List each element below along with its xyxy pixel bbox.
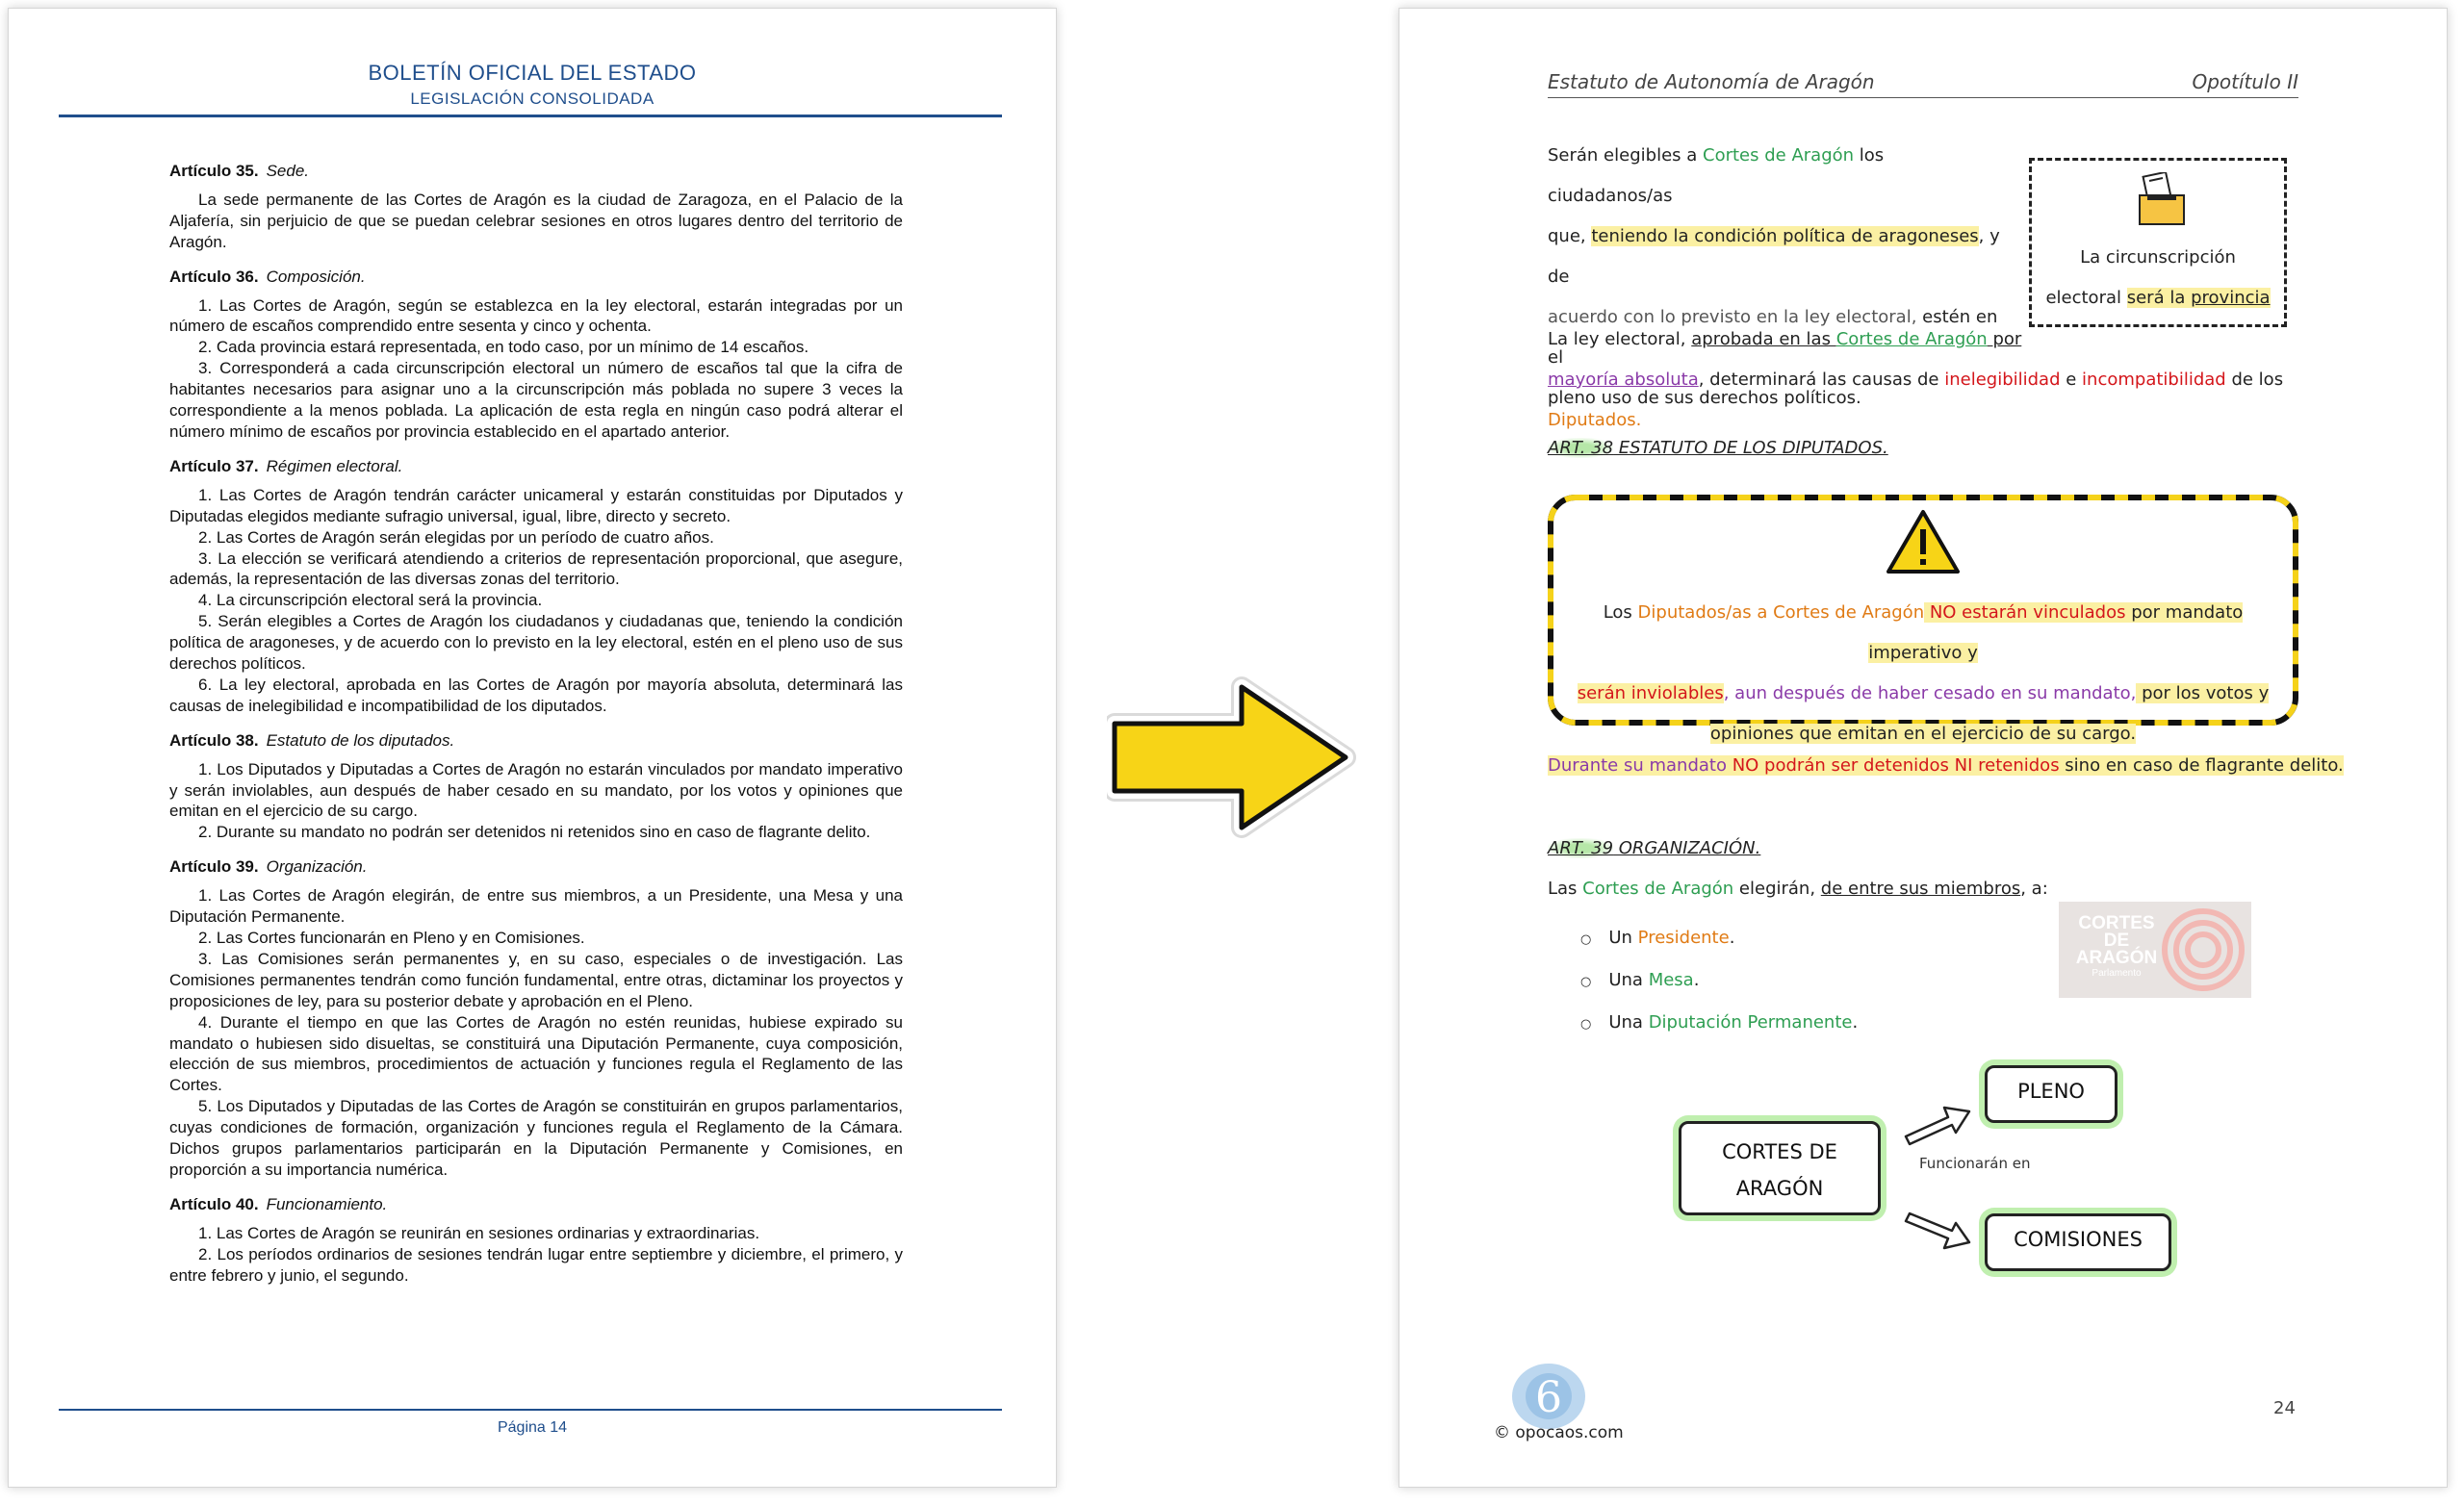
warning-box: Los Diputados/as a Cortes de Aragón NO estarán vinculados por mandato imperativo y serán inviolables, aun después de haber cesado en su mandato, por los votos y opiniones que emitan en el ejercicio de su cargo. — [1548, 495, 2298, 726]
article-title: Composición. — [266, 267, 366, 286]
boe-subtitle: LEGISLACIÓN CONSOLIDADA — [410, 89, 654, 108]
notes-header-chapter: Opotítulo II — [2192, 70, 2298, 93]
boe-page-number: Página 14 — [497, 1419, 568, 1436]
boe-article — [169, 456, 903, 717]
art38-heading: ART. 38 ESTATUTO DE LOS DIPUTADOS. — [1548, 438, 1888, 458]
boe-title: BOLETÍN OFICIAL DEL ESTADO — [368, 61, 697, 85]
article-paragraph: 4. Durante el tiempo en que las Cortes de Aragón no estén reunidas, hubiese expirado su mandato o hubiesen sido disueltas, se constituirá una Diputación Permanente, cuya composición, elección de sus miembros, procedimientos de actuación y funciones regula el Reglamento de las Cortes. — [169, 1012, 903, 1095]
boe-page — [8, 8, 1057, 1488]
article-paragraph: 6. La ley electoral, aprobada en las Cortes de Aragón por mayoría absoluta, determinará las causas de inelegibilidad e incompatibilidad de los diputados. — [169, 675, 903, 715]
article-number: Artículo 38. — [169, 730, 259, 750]
article-paragraph: 2. Las Cortes de Aragón serán elegidas por un período de cuatro años. — [198, 527, 714, 547]
arrow-up-icon — [1906, 1108, 1969, 1144]
list-item: ○ Una Diputación Permanente. — [1580, 1012, 1859, 1033]
boe-article — [169, 267, 903, 443]
cortes-logo: CORTES DE ARAGÓN Parlamento — [2059, 902, 2251, 998]
organs-list — [1580, 918, 1858, 1045]
article-title: Sede. — [266, 162, 310, 180]
circumscription-note-box — [2029, 158, 2287, 327]
article-number: Artículo 36. — [169, 267, 259, 286]
boe-articles — [169, 161, 903, 1300]
diagram-node-pleno: PLENO — [1985, 1065, 2118, 1123]
article-paragraph: 2. Cada provincia estará representada, en todo caso, por un mínimo de 14 escaños. — [198, 338, 809, 357]
article-title: Estatuto de los diputados. — [266, 730, 455, 750]
article-paragraph: 1. Las Cortes de Aragón se reunirán en sesiones ordinarias y extraordinarias. — [198, 1223, 760, 1242]
article-paragraph: 3. Las Comisiones serán permanentes y, en su caso, especiales o de investigación. Las Comisiones permanentes tendrán como función fundamental, entre otras, dictaminar los proyectos y proposiciones de ley, para su posterior debate y aprobación en el Pleno. — [169, 949, 903, 1010]
article-paragraph: 2. Los períodos ordinarios de sesiones tendrán lugar entre septiembre y diciembre, el primero, y entre febrero y junio, el segundo. — [169, 1244, 903, 1285]
notes-header — [1548, 70, 2298, 93]
article-heading — [169, 730, 903, 752]
electoral-law-paragraph: La ley electoral, aprobada en las Cortes de Aragón por mayoría absoluta, determinará las causas de inelegibilidad e incompatibilidad de los Diputados. — [1548, 329, 2284, 430]
article-number: Artículo 35. — [169, 162, 259, 180]
article-number: Artículo 37. — [169, 456, 259, 475]
boe-article — [169, 1194, 903, 1287]
article-paragraph: La sede permanente de las Cortes de Aragón es la ciudad de Zaragoza, en el Palacio de la Aljafería, sin perjuicio de que se puedan celebrar sesiones en otros lugares dentro del territorio de Aragón. — [169, 190, 903, 251]
article-paragraph: 4. La circunscripción electoral será la provincia. — [198, 591, 543, 610]
notes-page-number: 24 — [2273, 1398, 2296, 1418]
article-heading — [169, 267, 903, 288]
article-heading — [169, 1194, 903, 1215]
diagram-edge-label: Funcionarán en — [1919, 1155, 2031, 1172]
organization-paragraph: Las Cortes de Aragón elegirán, de entre sus miembros, a: — [1548, 879, 2048, 899]
diagram-node-comisiones: COMISIONES — [1985, 1213, 2171, 1271]
article-paragraph: 3. La elección se verificará atendiendo a criterios de representación proporcional, que asegure, además, la representación de las diversas zonas del territorio. — [169, 548, 903, 589]
article-number: Artículo 40. — [169, 1194, 259, 1213]
study-notes-page — [1399, 8, 2448, 1488]
article-title: Organización. — [266, 857, 368, 877]
logo-rings-icon — [2155, 904, 2251, 996]
arrow-down-icon — [1906, 1213, 1969, 1248]
diagram-root-node: CORTES DE ARAGÓN — [1679, 1121, 1881, 1215]
box-line-2: electoral será la provincia — [2045, 288, 2271, 308]
notes-header-rule — [1548, 97, 2298, 98]
article-number: Artículo 39. — [169, 857, 259, 877]
boe-article — [169, 161, 903, 253]
article-paragraph: 5. Serán elegibles a Cortes de Aragón los ciudadanos y ciudadanas que, teniendo la condición política de aragoneses, y de acuerdo con lo previsto en la ley electoral, estén en el pleno uso de sus derechos políticos. — [169, 612, 903, 674]
art39-heading: ART. 39 ORGANIZACIÓN. — [1548, 838, 1761, 858]
box-line-1: La circunscripción — [2080, 247, 2236, 268]
article-paragraph: 3. Corresponderá a cada circunscripción electoral un número de escaños tal que la cifra de habitantes necesarios para asignar uno a la circunscripción más poblada no supere 3 veces la correspondiente a la menos poblada. La aplicación de esta regla en ningún caso podrá alterar el número mínimo de escaños por provincia establecido en el apartado anterior. — [169, 359, 903, 441]
article-title: Funcionamiento. — [266, 1194, 388, 1213]
article-paragraph: 1. Las Cortes de Aragón, según se establezca en la ley electoral, estarán integradas por un número de escaños comprendido entre sesenta y cinco y ochenta. — [169, 295, 903, 336]
warning-triangle-icon — [1885, 508, 1962, 575]
copyright: © opocaos.com — [1494, 1423, 1624, 1442]
article-paragraph: 2. Las Cortes funcionarán en Pleno y en Comisiones. — [198, 929, 585, 947]
list-item: ○ Un Presidente. — [1580, 928, 1735, 948]
diagram-arrows — [1900, 1086, 1977, 1279]
boe-article — [169, 730, 903, 844]
boe-footer-rule — [59, 1409, 1002, 1411]
boe-header-rule — [59, 115, 1002, 117]
article-paragraph: 1. Las Cortes de Aragón tendrán carácter unicameral y estarán constituidas por Diputados y Diputadas elegidos mediante sufragio universal, igual, libre, directo y secreto. — [169, 485, 903, 525]
article-paragraph: 1. Los Diputados y Diputadas a Cortes de Aragón no estarán vinculados por mandato imperativo y serán inviolables, aun después de haber cesado en su mandato, por los votos y opiniones que emitan en el ejercicio de su cargo. — [169, 759, 903, 821]
article-heading — [169, 856, 903, 878]
ballot-box-icon — [2136, 172, 2188, 226]
article-paragraph: 5. Los Diputados y Diputadas de las Cortes de Aragón se constituirán en grupos parlamentarios, cuyas condiciones de formación, organización y funciones regula el Reglamento de la Cámara. Dichos grupos parlamentarios participarán en la Diputación Permanente y Comisiones, en proporción a su importancia numérica. — [169, 1097, 903, 1179]
article-paragraph: 1. Las Cortes de Aragón elegirán, de entre sus miembros, a un Presidente, una Mesa y una Diputación Permanente. — [169, 886, 903, 927]
article-heading — [169, 456, 903, 477]
article-title: Régimen electoral. — [266, 456, 403, 475]
article-heading — [169, 161, 903, 182]
boe-article — [169, 856, 903, 1181]
svg-text:6: 6 — [1535, 1373, 1562, 1422]
notes-header-title: Estatuto de Autonomía de Aragón — [1548, 70, 1875, 93]
immunity-paragraph: Durante su mandato NO podrán ser detenidos NI retenidos sino en caso de flagrante delito. — [1548, 755, 2344, 776]
article-paragraph: 2. Durante su mandato no podrán ser detenidos ni retenidos sino en caso de flagrante delito. — [198, 823, 871, 842]
list-item: ○ Una Mesa. — [1580, 970, 1700, 990]
boe-header — [9, 61, 1056, 109]
right-arrow-icon — [1107, 676, 1357, 839]
eligibility-paragraph: Serán elegibles a Cortes de Aragón los ciudadanos/as que, teniendo la condición política de aragoneses, y de acuerdo con lo previsto en la ley electoral, estén en el pleno uso de sus derechos políticos. — [1548, 145, 2000, 408]
